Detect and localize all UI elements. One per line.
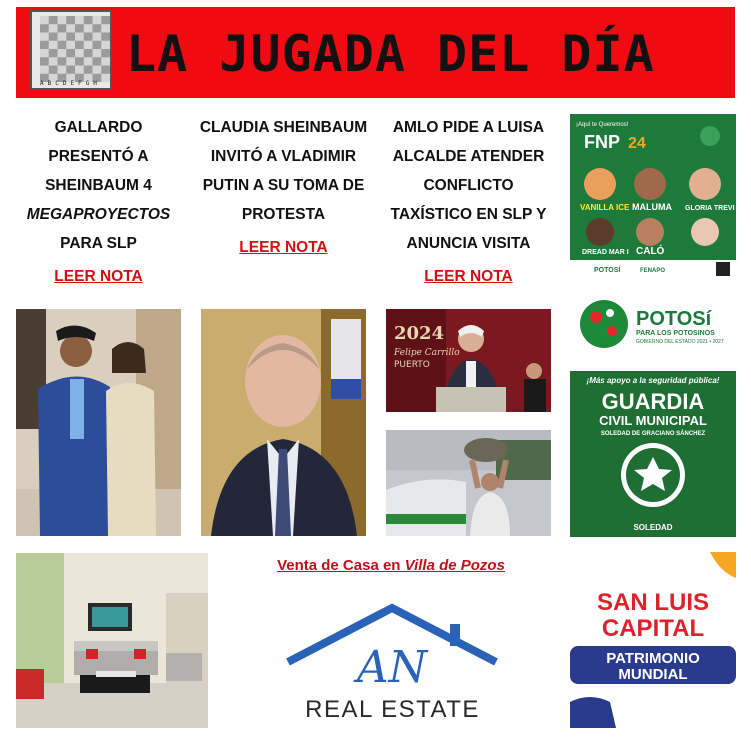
fenapo-ad[interactable] (570, 114, 736, 277)
fenapo-artist-5: CALÓ (636, 246, 665, 257)
article-3-photo-top[interactable] (386, 309, 551, 412)
potosi-ad[interactable] (570, 293, 736, 355)
chessboard-files: ABCDEFGH (40, 80, 101, 87)
house-photo-image (16, 553, 208, 728)
house-photo[interactable] (16, 553, 208, 728)
fenapo-footer: POTOSÍ (594, 267, 621, 274)
capital-line-2: CAPITAL (601, 615, 705, 642)
article-1-headline[interactable]: GALLARDO PRESENTÓ A SHEINBAUM 4 MEGAPROYECTOS PARA SLP (26, 119, 171, 252)
fenapo-artist-1: VANILLA ICE (580, 203, 630, 212)
guardia-civil-ad[interactable] (570, 371, 736, 537)
fenapo-event: FNP (584, 132, 620, 152)
fenapo-ad-image (570, 114, 736, 277)
potosi-title: POTOSí (636, 308, 712, 330)
chessboard-icon (40, 16, 110, 82)
article-1 (11, 113, 186, 286)
photo3-year: 2024 (394, 323, 445, 344)
fenapo-artist-2: MALUMA (632, 202, 672, 212)
article-2-photo-image (201, 309, 366, 536)
guardia-title-2: CIVIL MUNICIPAL (599, 413, 707, 428)
photo3-name: Felipe Carrillo (394, 348, 460, 358)
capital-line-1: SAN LUIS (596, 589, 710, 616)
fenapo-artist-4: DREAD MAR I (582, 249, 629, 256)
house-roof-icon (280, 600, 505, 696)
article-2 (196, 113, 371, 257)
guardia-title-1: GUARDIA (601, 389, 705, 414)
article-3-photo-bottom[interactable] (386, 430, 551, 536)
san-luis-capital-ad[interactable] (570, 552, 736, 728)
capital-line-3: PATRIMONIO (606, 650, 700, 667)
article-1-photo-image (16, 309, 181, 536)
guardia-title-3: SOLEDAD DE GRACIANO SÁNCHEZ (600, 431, 706, 437)
article-3 (381, 113, 556, 286)
fenapo-artist-3: GLORIA TREVI (685, 205, 735, 212)
logo-initials: AN (356, 642, 428, 693)
article-2-photo[interactable] (201, 309, 366, 536)
article-3-headline[interactable]: AMLO PIDE A LUISA ALCALDE ATENDER CONFLICTO TAXÍSTICO EN SLP Y ANUNCIA VISITA (390, 119, 547, 252)
potosi-caption: GOBIERNO DEL ESTADO 2021 • 2027 (636, 339, 724, 345)
site-title: LA JUGADA DEL DÍA (126, 25, 655, 83)
potosi-ad-image (570, 293, 736, 355)
fenapo-top-text: ¡Aquí te Queremos! (576, 122, 629, 128)
guardia-top-text: ¡Más apoyo a la seguridad pública! (586, 376, 720, 385)
house-sale-link[interactable]: Venta de Casa en Villa de Pozos (277, 557, 505, 574)
article-2-headline[interactable]: CLAUDIA SHEINBAUM INVITÓ A VLADIMIR PUTIN A SU TOMA DE PROTESTA (199, 119, 368, 223)
fenapo-footer2: FENAPO (640, 268, 666, 274)
san-luis-capital-ad-image (570, 552, 736, 728)
photo3-place: PUERTO (394, 360, 430, 370)
fenapo-event-num: 24 (628, 135, 646, 152)
capital-line-4: MUNDIAL (618, 666, 688, 683)
article-1-read-more-link[interactable]: LEER NOTA (54, 268, 143, 285)
potosi-subtitle: PARA LOS POTOSINOS (636, 330, 715, 337)
article-2-read-more-link[interactable]: LEER NOTA (239, 239, 328, 256)
real-estate-logo[interactable] (280, 600, 505, 728)
guardia-footer: SOLEDAD (633, 523, 673, 532)
article-3-photo-bottom-image (386, 430, 551, 536)
article-3-photo-top-image (386, 309, 551, 412)
chessboard-logo (30, 10, 112, 90)
article-3-read-more-link[interactable]: LEER NOTA (424, 268, 513, 285)
guardia-civil-ad-image (570, 371, 736, 537)
article-1-photo[interactable] (16, 309, 181, 536)
header-banner[interactable] (16, 7, 735, 98)
logo-text: REAL ESTATE (305, 696, 480, 723)
